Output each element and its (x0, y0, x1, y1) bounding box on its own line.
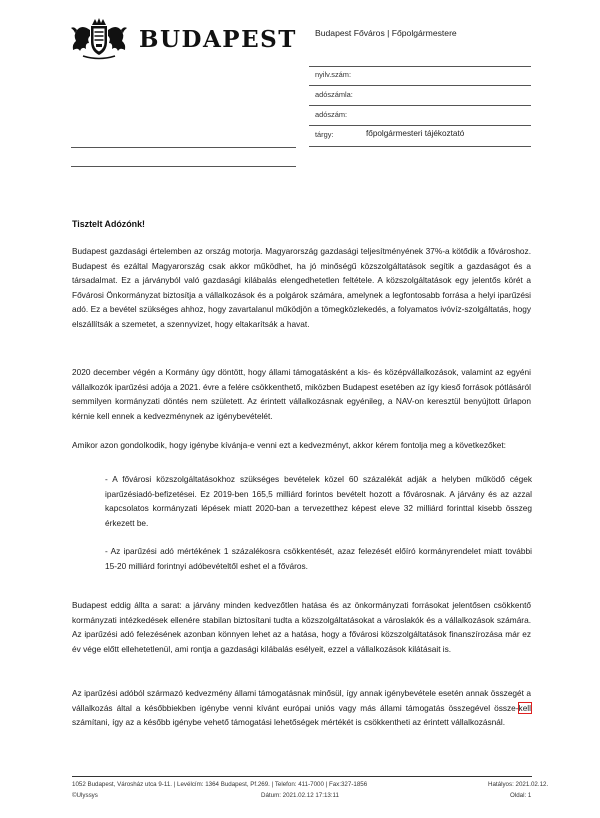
adoszam-label: adószám: (315, 110, 348, 119)
adoszamla-label: adószámla: (315, 90, 353, 99)
footer-divider (72, 776, 532, 777)
bullet-item: - Az iparűzési adó mértékének 1 százalékosra csökkentését, azaz felezését előíró kormányrendelet miatt további 15-20 milliárd forintnyi adóbevételtől eshet el a főváros. (105, 546, 532, 571)
footer-effective-date: Hatályos: 2021.02.12. (488, 781, 549, 788)
footer-datum: Dátum: 2021.02.12 17:13:11 (261, 792, 339, 799)
address-line (71, 166, 296, 167)
footer-ulyssys: ©Ulyssys (72, 792, 98, 799)
address-line (71, 147, 296, 148)
footer-address: 1052 Budapest, Városház utca 9-11. | Levélcím: 1364 Budapest, Pf.269. | Telefon: 411-7000 | Fax:327-1856 (72, 781, 368, 788)
paragraph-3: Amikor azon gondolkodik, hogy igénybe kívánja-e venni ezt a kedvezményt, akkor kérem fontolja meg a következőket: (72, 440, 506, 450)
paragraph-2: 2020 december végén a Kormány úgy döntött, hogy állami támogatásként a kis- és középvállalkozások, valamint az egyéni vállalkozók iparűzési adója a 2021. évre a felére csökkenthető, miközben Budapest esetében az így kieső források pótlásáról semmilyen kormányzati döntés nem született. Az érintett vállalkozásnak egyénileg, a NAV-on keresztül benyújtott űrlapon kérnie kell ennek a kedvezménynek az igénybevételét. (72, 367, 531, 421)
targy-value: főpolgármesteri tájékoztató (366, 129, 465, 138)
divider (309, 66, 531, 67)
salutation: Tisztelt Adózónk! (72, 219, 145, 229)
paragraph-5-start: Az iparűzési adóból származó kedvezmény állami támogatásnak minősül, így annak igénybevétele esetén annak összegét a vállalkozás által a későbbiekben igénybe venni kívánt európai uniós vagy más állami támogatás összegével össze- (72, 688, 531, 713)
nyilv-szam-label: nyilv.szám: (315, 70, 351, 79)
paragraph-4: Budapest eddig állta a sarat: a járvány minden kedvezőtlen hatása és az önkormányzati forrásokat jelentősen csökkentő kormányzati intézkedések ellenére stabilan biztosítani tudta a közszolgáltatásokat a városlakók és a vállalkozások számára. Az iparűzési adó felezésének azonban könnyen lehet az a hatása, hogy a fővárosi közszolgáltatások finanszírozása már ez év vége előtt ellehetetlenül, ami rontja a gazdasági kilábalás esélyeit, ezzel a vállalkozások kilátásait is. (72, 600, 531, 654)
paragraph-5 (72, 686, 531, 730)
logo-wordmark: BUDAPEST (139, 26, 297, 53)
divider (309, 105, 531, 106)
paragraph-5-end: számítani, így az a később igénybe vehető támogatási lehetőségek mértékét is csökkentheti az érintett vállalkozásnál. (72, 717, 506, 728)
targy-label: tárgy: (315, 130, 334, 139)
divider (309, 146, 531, 147)
divider (309, 85, 531, 86)
paragraph-1: Budapest gazdasági értelemben az ország motorja. Magyarország gazdasági teljesítményének 37%-a kötődik a fővároshoz. Budapest és ezáltal Magyarország csak akkor működhet, ha jó minőségű közszolgáltatások segítik a gazdaságot és a társadalmat. Ez a járványból való gazdasági kilábalás elengedhetetlen feltétele. A közszolgáltatások egy jelentős körét a Fővárosi Önkormányzat biztosítja a vállalkozások és a polgárok számára, amelynek a legfontosabb forrása a helyi iparűzési adó. Ez a bevétel szükséges ahhoz, hogy zavartalanul működjön a tömegközlekedés, a folyamatos ivóvíz-szolgáltatás, hogy elszállítsák a szemetet, a szennyvizet, hogy eltakarítsák a havat. (72, 246, 531, 329)
budapest-coat-of-arms-icon (69, 16, 129, 62)
issuer-title: Budapest Főváros | Főpolgármestere (315, 28, 457, 38)
divider (309, 125, 531, 126)
highlighted-word: kell (518, 702, 531, 713)
footer-page-number: Oldal: 1 (510, 792, 532, 799)
bullet-item: - A fővárosi közszolgáltatásokhoz szükséges bevételek közel 60 százalékát adják a helyben működő cégek iparűzésiadó-befizetései. Ez 2019-ben 165,5 milliárd forintos bevételt hozott a fővárosnak. A járvány és az azzal kapcsolatos kormányzati lépések miatt 2020-ban a tervezetthez képest eleve 32 milliárd forinttal kisebb összeg érkezett be. (105, 474, 532, 528)
